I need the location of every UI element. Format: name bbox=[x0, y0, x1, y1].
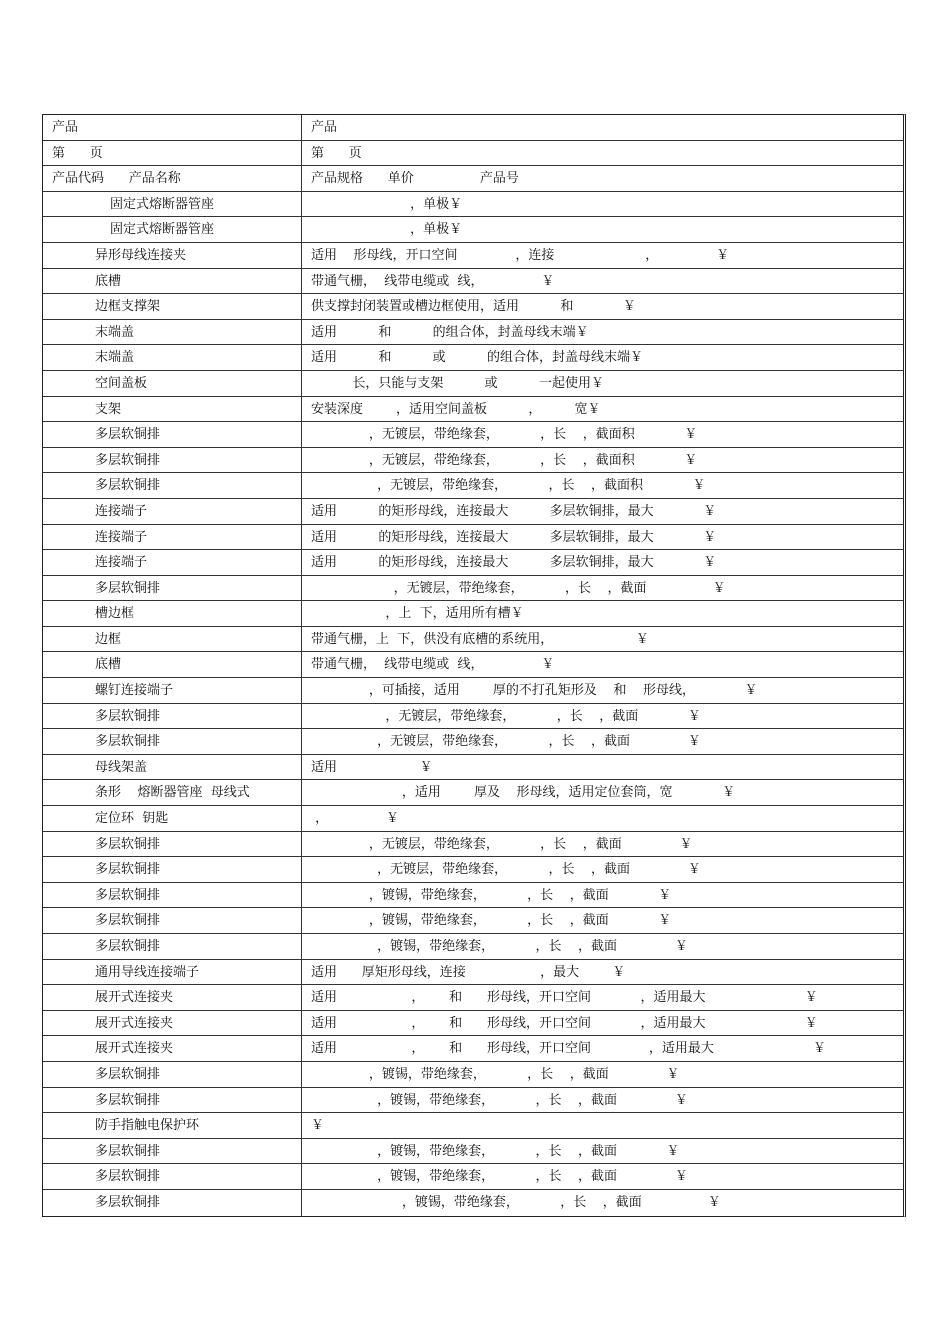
table-row bbox=[43, 448, 903, 474]
product-spec-cell: ，无镀层，带绝缘套， ，长 ，截面 ￥ bbox=[311, 836, 693, 852]
product-name-cell: 连接端子 bbox=[43, 499, 302, 524]
product-spec-cell: 适用 的矩形母线，连接最大 多层软铜排，最大 ￥ bbox=[311, 503, 717, 519]
product-name-cell: 末端盖 bbox=[43, 320, 302, 345]
product-spec-cell: 适用 ￥ bbox=[311, 759, 433, 775]
table-row bbox=[43, 1190, 903, 1216]
table-row bbox=[43, 473, 903, 499]
table-row bbox=[43, 883, 903, 909]
product-spec-cell: ，无镀层，带绝缘套， ，长 ，截面积 ￥ bbox=[311, 452, 698, 468]
table-row bbox=[43, 192, 903, 218]
table-row bbox=[43, 525, 903, 551]
table-row bbox=[43, 294, 903, 320]
product-spec-cell: 带通气栅， 线带电缆或 线， ￥ bbox=[311, 273, 555, 289]
table-row bbox=[43, 729, 903, 755]
product-name-cell: 多层软铜排 bbox=[43, 908, 302, 933]
product-name-cell: 多层软铜排 bbox=[43, 448, 302, 473]
product-spec-cell: ，单极￥ bbox=[311, 222, 463, 238]
product-name-cell: 多层软铜排 bbox=[43, 473, 302, 498]
product-name-cell: 多层软铜排 bbox=[43, 857, 302, 882]
table-row bbox=[43, 576, 903, 602]
product-spec-cell: ，适用 厚及 形母线，适用定位套筒，宽 ￥ bbox=[311, 785, 736, 801]
table-row bbox=[43, 934, 903, 960]
header-row-columns bbox=[43, 166, 903, 192]
product-name-cell: 展开式连接夹 bbox=[43, 1036, 302, 1061]
product-spec-cell: 适用 ， 和 形母线，开口空间 ，适用最大 ￥ bbox=[311, 1041, 826, 1057]
product-spec-cell: ，上 下，适用所有槽￥ bbox=[311, 606, 524, 622]
table-row bbox=[43, 857, 903, 883]
product-name-cell: 空间盖板 bbox=[43, 371, 302, 396]
product-spec-cell: ，无镀层，带绝缘套， ，长 ，截面 ￥ bbox=[311, 580, 726, 596]
product-name-cell: 通用导线连接端子 bbox=[43, 960, 302, 985]
product-spec-cell: 带通气栅， 线带电缆或 线， ￥ bbox=[311, 657, 555, 673]
table-row bbox=[43, 755, 903, 781]
product-spec-cell: ，镀锡，带绝缘套， ，长 ，截面 ￥ bbox=[311, 1169, 688, 1185]
product-spec-cell: ，镀锡，带绝缘套， ，长 ，截面 ￥ bbox=[311, 1066, 680, 1082]
table-row bbox=[43, 217, 903, 243]
product-name-cell: 多层软铜排 bbox=[43, 422, 302, 447]
table-row bbox=[43, 627, 903, 653]
product-spec-cell: 安装深度 ，适用空间盖板 ， 宽￥ bbox=[311, 401, 601, 417]
table-row bbox=[43, 832, 903, 858]
product-name-cell: 多层软铜排 bbox=[43, 576, 302, 601]
product-spec-cell: 适用 和 或 的组合体，封盖母线末端￥ bbox=[311, 350, 643, 366]
table-row bbox=[43, 550, 903, 576]
product-spec-cell: ，无镀层，带绝缘套， ，长 ，截面积 ￥ bbox=[311, 478, 706, 494]
product-name-cell: 底槽 bbox=[43, 269, 302, 294]
table-row bbox=[43, 985, 903, 1011]
product-name-cell: 展开式连接夹 bbox=[43, 1011, 302, 1036]
column-headers-right: 产品规格 单价 产品号 bbox=[311, 171, 519, 187]
product-name-cell: 边框 bbox=[43, 627, 302, 652]
product-spec-cell: 适用 ， 和 形母线，开口空间 ，适用最大 ￥ bbox=[311, 990, 818, 1006]
product-spec-cell: ￥ bbox=[311, 1118, 325, 1134]
header-row-product bbox=[43, 115, 903, 141]
product-name-cell: 多层软铜排 bbox=[43, 1139, 302, 1164]
product-name-cell: 多层软铜排 bbox=[43, 934, 302, 959]
product-spec-cell: ，无镀层，带绝缘套， ，长 ，截面 ￥ bbox=[311, 708, 701, 724]
product-name-cell: 多层软铜排 bbox=[43, 1190, 302, 1216]
column-headers-left: 产品代码 产品名称 bbox=[43, 166, 302, 191]
product-spec-cell: 长，只能与支架 或 一起使用￥ bbox=[311, 375, 604, 391]
product-spec-cell: 适用 的矩形母线，连接最大 多层软铜排，最大 ￥ bbox=[311, 555, 717, 571]
table-row bbox=[43, 269, 903, 295]
product-spec-cell: ，镀锡，带绝缘套， ，长 ，截面 ￥ bbox=[311, 913, 672, 929]
table-row bbox=[43, 422, 903, 448]
product-name-cell: 支架 bbox=[43, 397, 302, 422]
product-name-cell: 多层软铜排 bbox=[43, 729, 302, 754]
product-spec-cell: 适用 ， 和 形母线，开口空间 ，适用最大 ￥ bbox=[311, 1015, 818, 1031]
product-spec-cell: ，镀锡，带绝缘套， ，长 ，截面 ￥ bbox=[311, 1092, 688, 1108]
product-name-cell: 末端盖 bbox=[43, 345, 302, 370]
table-row bbox=[43, 1139, 903, 1165]
product-spec-cell: ，无镀层，带绝缘套， ，长 ，截面 ￥ bbox=[311, 734, 701, 750]
product-name-cell: 连接端子 bbox=[43, 525, 302, 550]
product-name-cell: 多层软铜排 bbox=[43, 1062, 302, 1087]
table-row bbox=[43, 1088, 903, 1114]
table-row bbox=[43, 908, 903, 934]
table-row bbox=[43, 652, 903, 678]
product-name-cell: 底槽 bbox=[43, 652, 302, 677]
table-row bbox=[43, 806, 903, 832]
header-right-cell: 产品 bbox=[311, 120, 338, 135]
table-row bbox=[43, 243, 903, 269]
table-row bbox=[43, 678, 903, 704]
table-body bbox=[43, 192, 903, 1216]
header-right-cell: 第 页 bbox=[311, 145, 362, 161]
table-row bbox=[43, 1062, 903, 1088]
table-row bbox=[43, 345, 903, 371]
product-name-cell: 固定式熔断器管座 bbox=[43, 217, 302, 242]
product-name-cell: 条形 熔断器管座 母线式 bbox=[43, 780, 302, 805]
table-row bbox=[43, 397, 903, 423]
product-name-cell: 多层软铜排 bbox=[43, 1164, 302, 1189]
product-name-cell: 螺钉连接端子 bbox=[43, 678, 302, 703]
product-name-cell: 防手指触电保护环 bbox=[43, 1113, 302, 1138]
product-spec-cell: ，单极￥ bbox=[311, 196, 463, 212]
table-row bbox=[43, 499, 903, 525]
product-name-cell: 多层软铜排 bbox=[43, 883, 302, 908]
table-row bbox=[43, 1011, 903, 1037]
product-name-cell: 边框支撑架 bbox=[43, 294, 302, 319]
product-spec-cell: ，镀锡，带绝缘套， ，长 ，截面 ￥ bbox=[311, 1143, 680, 1159]
product-name-cell: 异形母线连接夹 bbox=[43, 243, 302, 268]
product-name-cell: 多层软铜排 bbox=[43, 832, 302, 857]
product-name-cell: 槽边框 bbox=[43, 601, 302, 626]
table-row bbox=[43, 780, 903, 806]
product-spec-cell: 带通气栅，上 下，供没有底槽的系统用， ￥ bbox=[311, 631, 649, 647]
product-spec-cell: 适用 形母线，开口空间 ，连接 ， ￥ bbox=[311, 247, 730, 263]
product-spec-cell: ，可插接，适用 厚的不打孔矩形及 和 形母线， ￥ bbox=[311, 683, 758, 699]
product-spec-cell: 供支撑封闭装置或槽边框使用，适用 和 ￥ bbox=[311, 299, 636, 315]
product-spec-cell: 适用 的矩形母线，连接最大 多层软铜排，最大 ￥ bbox=[311, 529, 717, 545]
product-name-cell: 母线架盖 bbox=[43, 755, 302, 780]
table-row bbox=[43, 1113, 903, 1139]
product-name-cell: 定位环 钥匙 bbox=[43, 806, 302, 831]
table-row bbox=[43, 1036, 903, 1062]
table-row bbox=[43, 320, 903, 346]
table-row bbox=[43, 601, 903, 627]
product-spec-cell: ，镀锡，带绝缘套， ，长 ，截面 ￥ bbox=[311, 1194, 721, 1210]
product-spec-cell: ， ￥ bbox=[311, 811, 399, 827]
table-row bbox=[43, 960, 903, 986]
table-row bbox=[43, 371, 903, 397]
product-spec-cell: ，镀锡，带绝缘套， ，长 ，截面 ￥ bbox=[311, 939, 688, 954]
product-spec-cell: 适用 厚矩形母线，连接 ，最大 ￥ bbox=[311, 964, 626, 980]
product-spec-cell: ，无镀层，带绝缘套， ，长 ，截面积 ￥ bbox=[311, 427, 698, 443]
product-spec-cell: 适用 和 的组合体，封盖母线末端￥ bbox=[311, 324, 589, 340]
product-name-cell: 固定式熔断器管座 bbox=[43, 192, 302, 217]
header-left-cell: 第 页 bbox=[43, 141, 302, 166]
product-spec-cell: ，无镀层，带绝缘套， ，长 ，截面 ￥ bbox=[311, 862, 701, 878]
product-name-cell: 展开式连接夹 bbox=[43, 985, 302, 1010]
product-name-cell: 连接端子 bbox=[43, 550, 302, 575]
table-row bbox=[43, 1164, 903, 1190]
price-list-table bbox=[42, 114, 906, 1217]
table-row bbox=[43, 704, 903, 730]
product-name-cell: 多层软铜排 bbox=[43, 704, 302, 729]
product-spec-cell: ，镀锡，带绝缘套， ，长 ，截面 ￥ bbox=[311, 887, 672, 903]
header-row-page bbox=[43, 141, 903, 167]
product-name-cell: 多层软铜排 bbox=[43, 1088, 302, 1113]
header-left-cell: 产品 bbox=[43, 115, 302, 140]
